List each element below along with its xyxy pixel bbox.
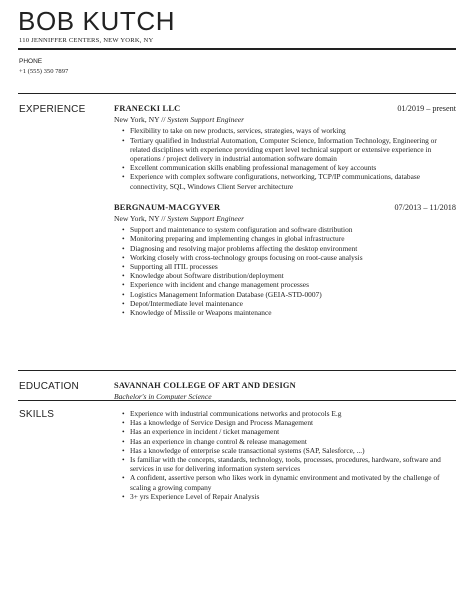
separator: // bbox=[161, 214, 166, 224]
address: 110 JENNIFFER CENTERS, NEW YORK, NY bbox=[19, 37, 154, 44]
list-item: • Tertiary qualified in Industrial Automation, Computer Science, Information Technology, Engineering or related disciplines with experience providing expert level technical support or extensive experience in operations / project delivery in industrial automation software domain bbox=[122, 136, 456, 164]
job-dates: 01/2019 – present bbox=[397, 104, 456, 113]
skills-divider bbox=[18, 400, 456, 401]
list-item: • Has a knowledge of enterprise scale transactional systems (SAP, Salesforce, ...) bbox=[122, 446, 456, 455]
job-subtitle bbox=[114, 115, 456, 124]
candidate-name: BOB KUTCH bbox=[18, 6, 176, 36]
list-item: • Flexibility to take on new products, services, strategies, ways of working bbox=[122, 126, 456, 135]
list-item: • Is familiar with the concepts, standards, technology, tools, processes, procedures, hardware, software and services in use for delivering information system services bbox=[122, 455, 456, 473]
list-item: • Excellent communication skills enabling professional management of key accounts bbox=[122, 163, 456, 172]
phone-number: +1 (555) 350 7897 bbox=[19, 68, 69, 75]
list-item: • Has a knowledge of Service Design and Process Management bbox=[122, 418, 456, 427]
list-item: • Experience with incident and change management processes bbox=[122, 280, 456, 289]
company-name: BERGNAUM-MACGYVER bbox=[114, 202, 221, 212]
list-item: • 3+ yrs Experience Level of Repair Analysis bbox=[122, 492, 456, 501]
degree: Bachelor's in Computer Science bbox=[114, 392, 212, 402]
experience-list bbox=[114, 104, 456, 317]
job-role: System Support Engineer bbox=[167, 115, 245, 125]
header-divider bbox=[18, 48, 456, 50]
list-item: • Knowledge of Missile or Weapons maintenance bbox=[122, 308, 456, 317]
list-item: • Diagnosing and resolving major problems affecting the desktop environment bbox=[122, 244, 456, 253]
job-bullets bbox=[114, 126, 456, 190]
education-entry bbox=[114, 381, 456, 401]
skill-bullets bbox=[114, 409, 456, 501]
job-bullets bbox=[114, 225, 456, 317]
separator: // bbox=[161, 115, 166, 125]
job-location: New York, NY bbox=[114, 214, 160, 224]
list-item: • Support and maintenance to system configuration and software distribution bbox=[122, 225, 456, 234]
job-location: New York, NY bbox=[114, 115, 160, 125]
job-entry bbox=[114, 104, 456, 191]
list-item: • Monitoring preparing and implementing changes in global infrastructure bbox=[122, 234, 456, 243]
list-item: • Supporting all ITIL processes bbox=[122, 262, 456, 271]
list-item: • Logistics Management Information Database (GEIA-STD-0007) bbox=[122, 290, 456, 299]
list-item: • Depot/Intermediate level maintenance bbox=[122, 299, 456, 308]
school-name: SAVANNAH COLLEGE OF ART AND DESIGN bbox=[114, 381, 296, 390]
company-name: FRANECKI LLC bbox=[114, 104, 181, 113]
job-role: System Support Engineer bbox=[167, 214, 245, 224]
list-item: • A confident, assertive person who likes work in dynamic environment and motivated by the challenge of scaling a growing company bbox=[122, 473, 456, 491]
education-divider bbox=[18, 370, 456, 371]
list-item: • Knowledge about Software distribution/deployment bbox=[122, 271, 456, 280]
job-dates: 07/2013 – 11/2018 bbox=[394, 202, 456, 212]
list-item: • Working closely with cross-technology groups focusing on root-cause analysis bbox=[122, 253, 456, 262]
list-item: • Has an experience in incident / ticket management bbox=[122, 427, 456, 436]
job-subtitle bbox=[114, 214, 456, 223]
experience-title: EXPERIENCE bbox=[19, 104, 86, 115]
skills-title: SKILLS bbox=[19, 409, 55, 420]
job-entry bbox=[114, 203, 456, 317]
skills-list bbox=[114, 409, 456, 501]
phone-label: PHONE bbox=[19, 58, 43, 65]
education-title: EDUCATION bbox=[19, 381, 79, 392]
list-item: • Experience with complex software configurations, networking, TCP/IP communications, database connectivity, SQL, Windows Client Server architecture bbox=[122, 172, 456, 190]
list-item: • Experience with industrial communications networks and protocols E.g bbox=[122, 409, 456, 418]
experience-divider bbox=[18, 93, 456, 94]
list-item: • Has an experience in change control & release management bbox=[122, 437, 456, 446]
